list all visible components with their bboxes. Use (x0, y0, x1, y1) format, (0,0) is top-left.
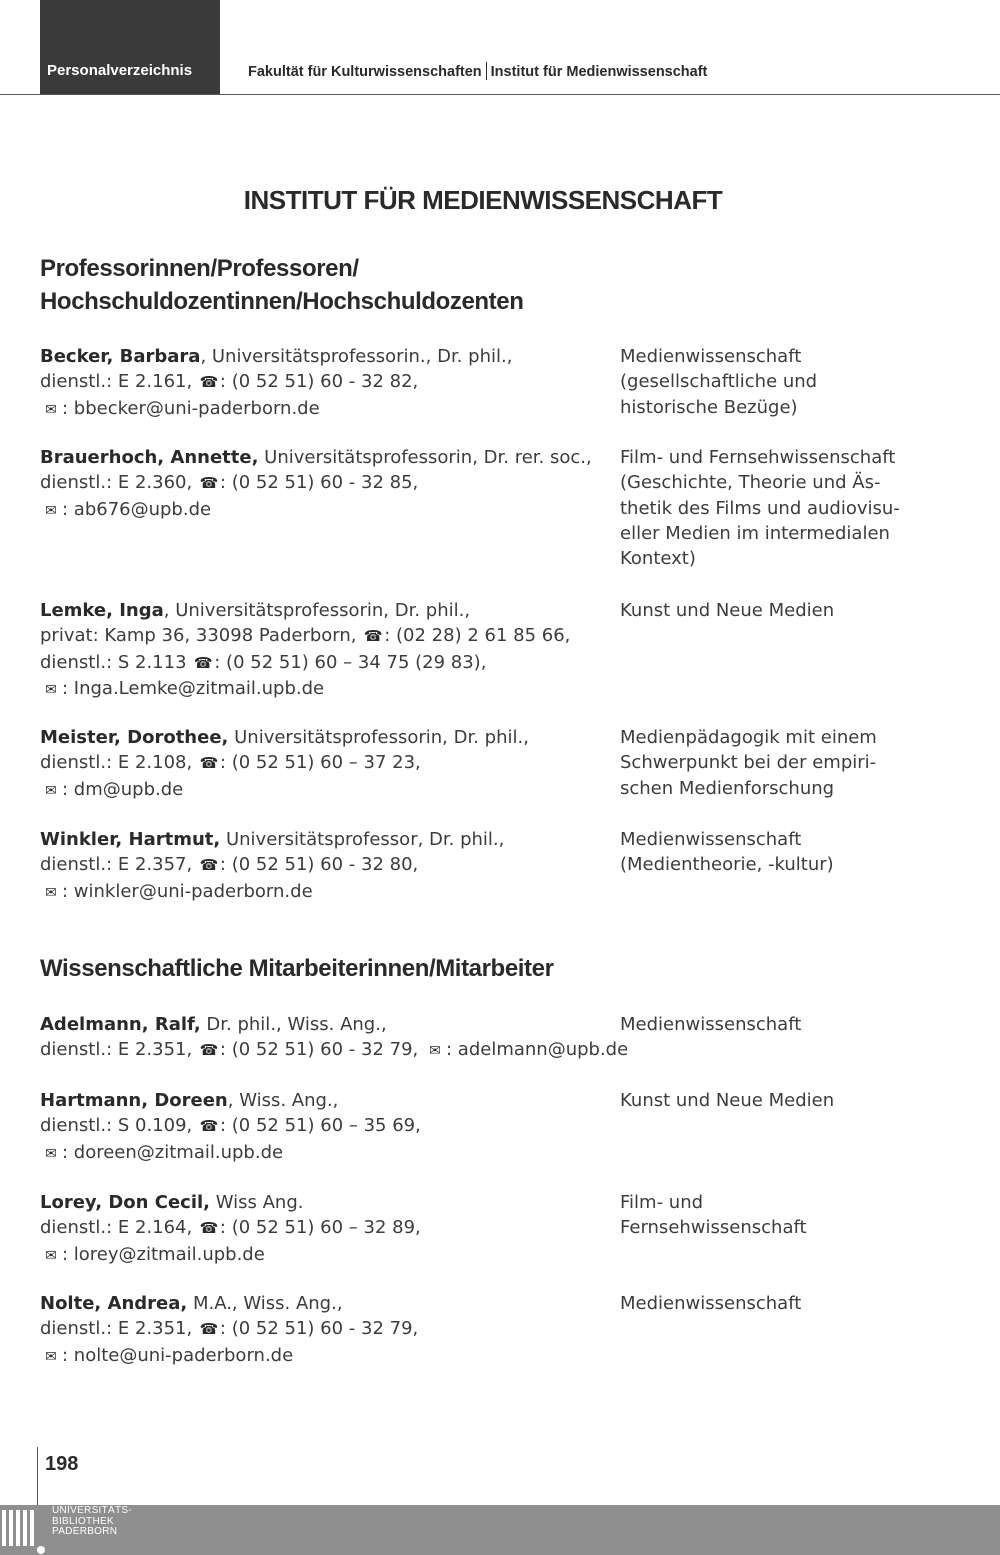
section-heading (40, 252, 523, 318)
phone-icon: ☎ (199, 474, 219, 493)
contact-line (40, 1012, 610, 1037)
email-icon: ✉ (45, 1145, 57, 1162)
research-area (620, 598, 930, 623)
phone-icon: ☎ (199, 1041, 219, 1060)
contact-text: dienstl.: E 2.351, (40, 1318, 198, 1340)
research-area (620, 725, 930, 801)
contact-text: : doreen@zitmail.upb.de (62, 1141, 284, 1163)
research-area (620, 1088, 930, 1113)
research-area-line: Medienpädagogik mit einem (620, 727, 877, 748)
research-area-line: schen Medienforschung (620, 777, 835, 799)
staff-contact (40, 1012, 629, 1065)
contact-text: dienstl.: E 2.164, (40, 1217, 198, 1239)
research-area-line: eller Medien im intermedialen (620, 522, 890, 544)
contact-line (40, 852, 610, 878)
library-logo-text (52, 1506, 132, 1538)
staff-contact (40, 1291, 610, 1370)
contact-line (40, 1242, 610, 1269)
email-icon: ✉ (45, 401, 57, 418)
staff-name: Winkler, Hartmut, (40, 829, 221, 850)
library-logo-line: UNIVERSITÄTS- (52, 1505, 133, 1516)
contact-line (40, 470, 610, 496)
email-icon: ✉ (45, 1348, 57, 1365)
contact-line (40, 827, 610, 852)
section-heading-line: Professorinnen/Professoren/ (40, 255, 359, 282)
research-area (620, 1291, 930, 1316)
staff-contact (40, 344, 610, 423)
research-area-line: Film- und Fernsehwissenschaft (620, 447, 896, 468)
contact-text: : nolte@uni-paderborn.de (62, 1344, 294, 1366)
staff-name: Nolte, Andrea, (40, 1293, 188, 1314)
contact-line (40, 1037, 629, 1064)
contact-text: : (02 28) 2 61 85 66, (384, 625, 571, 647)
staff-contact (40, 445, 610, 524)
staff-name: Adelmann, Ralf, (40, 1014, 201, 1035)
contact-text: : ab676@upb.de (62, 498, 212, 520)
contact-text: dienstl.: E 2.360, (40, 472, 198, 494)
page-number-rule (37, 1447, 38, 1507)
section-heading (40, 952, 554, 985)
contact-text: Wiss Ang. (210, 1192, 304, 1213)
research-area (620, 827, 930, 878)
research-area-line: Kontext) (620, 548, 696, 570)
research-area-line: Schwerpunkt bei der empiri- (620, 752, 877, 774)
contact-text: dienstl.: E 2.161, (40, 371, 198, 393)
section-heading-line: Wissenschaftliche Mitarbeiterinnen/Mitarbeiter (40, 955, 554, 982)
contact-line (40, 676, 610, 703)
email-icon: ✉ (45, 884, 57, 901)
research-area-line: historische Bezüge) (620, 396, 798, 418)
phone-icon: ☎ (199, 754, 219, 773)
page-title: INSTITUT FÜR MEDIENWISSENSCHAFT (243, 185, 723, 215)
contact-line (40, 1190, 610, 1215)
staff-name: Lemke, Inga (40, 600, 164, 621)
contact-text: , Universitätsprofessorin., Dr. phil., (200, 346, 513, 367)
phone-icon: ☎ (199, 1219, 219, 1238)
contact-line (40, 445, 610, 470)
contact-line (40, 1343, 610, 1370)
contact-text: , Wiss. Ang., (227, 1090, 339, 1111)
staff-name: Lorey, Don Cecil, (40, 1192, 211, 1213)
contact-text: dienstl.: S 0.109, (40, 1115, 198, 1137)
staff-contact (40, 725, 610, 804)
contact-text: dienstl.: E 2.351, (40, 1039, 198, 1061)
contact-line (40, 1088, 610, 1113)
contact-line (40, 497, 610, 524)
contact-text: Universitätsprofessorin, Dr. rer. soc., (258, 447, 592, 468)
research-area (620, 1012, 930, 1037)
contact-text: : bbecker@uni-paderborn.de (62, 397, 320, 419)
staff-contact (40, 1088, 610, 1167)
research-area-line: Medienwissenschaft (620, 1014, 802, 1035)
phone-icon: ☎ (199, 1320, 219, 1339)
library-logo-line: BIBLIOTHEK (52, 1515, 114, 1527)
contact-line (40, 777, 610, 804)
contact-line (40, 369, 610, 395)
staff-contact (40, 1190, 610, 1269)
contact-text: dienstl.: E 2.108, (40, 752, 198, 774)
research-area-line: (gesellschaftliche und (620, 371, 818, 393)
phone-icon: ☎ (199, 856, 219, 875)
phone-icon: ☎ (199, 1117, 219, 1136)
contact-text: : (0 52 51) 60 – 32 89, (219, 1217, 421, 1239)
contact-text: : (0 52 51) 60 – 35 69, (219, 1115, 421, 1137)
contact-text: Universitätsprofessorin, Dr. phil., (228, 727, 529, 748)
contact-text: : (0 52 51) 60 - 32 85, (219, 472, 419, 494)
contact-text: M.A., Wiss. Ang., (187, 1293, 343, 1314)
research-area-line: thetik des Films und audiovisu- (620, 497, 900, 519)
breadcrumb-divider (486, 62, 487, 80)
library-logo-line: PADERBORN (52, 1526, 118, 1537)
contact-line (40, 396, 610, 423)
contact-text: : lorey@zitmail.upb.de (62, 1243, 265, 1265)
research-area (620, 344, 930, 420)
staff-name: Meister, Dorothee, (40, 727, 229, 748)
staff-name: Brauerhoch, Annette, (40, 447, 259, 468)
contact-line (40, 1215, 610, 1241)
contact-line (40, 725, 610, 750)
library-logo-icon (2, 1510, 37, 1550)
phone-icon: ☎ (193, 653, 213, 672)
phone-icon: ☎ (363, 627, 383, 646)
research-area-line: Kunst und Neue Medien (620, 600, 835, 621)
staff-name: Becker, Barbara (40, 346, 201, 367)
breadcrumb-institute: Institut für Medienwissenschaft (490, 64, 708, 80)
contact-text: dienstl.: E 2.357, (40, 854, 198, 876)
research-area-line: Fernsehwissenschaft (620, 1217, 807, 1239)
contact-line (40, 650, 610, 676)
contact-line (40, 750, 610, 776)
research-area-line: (Medientheorie, -kultur) (620, 854, 834, 876)
contact-line (40, 1316, 610, 1342)
footer-band (0, 1505, 1000, 1555)
contact-line (40, 344, 610, 369)
contact-text: : (0 52 51) 60 - 32 79, (219, 1318, 419, 1340)
email-icon: ✉ (45, 681, 57, 698)
research-area-line: (Geschichte, Theorie und Äs- (620, 472, 881, 494)
staff-contact (40, 827, 610, 906)
contact-text: dienstl.: S 2.113 (40, 651, 193, 673)
contact-text: : (0 52 51) 60 – 37 23, (219, 752, 421, 774)
email-icon: ✉ (45, 502, 57, 519)
contact-line (40, 1113, 610, 1139)
contact-text: : winkler@uni-paderborn.de (62, 880, 313, 902)
research-area-line: Medienwissenschaft (620, 346, 802, 367)
header-tab (40, 0, 220, 95)
research-area (620, 1190, 930, 1241)
contact-line (40, 623, 610, 649)
email-icon: ✉ (45, 1247, 57, 1264)
contact-text: : (0 52 51) 60 – 34 75 (29 83), (214, 651, 487, 673)
research-area-line: Medienwissenschaft (620, 829, 802, 850)
breadcrumb-faculty: Fakultät für Kulturwissenschaften (248, 64, 482, 80)
staff-contact (40, 598, 610, 703)
contact-text: , Universitätsprofessorin, Dr. phil., (163, 600, 471, 621)
research-area-line: Film- und (620, 1192, 704, 1213)
page-number: 198 (45, 1453, 79, 1475)
phone-icon: ☎ (199, 373, 219, 392)
contact-text: : dm@upb.de (62, 778, 184, 800)
email-icon: ✉ (45, 782, 57, 799)
breadcrumb (248, 62, 707, 80)
contact-line (40, 879, 610, 906)
contact-line (40, 1291, 610, 1316)
contact-text: Universitätsprofessor, Dr. phil., (220, 829, 505, 850)
header-divider (0, 94, 1000, 95)
contact-line (40, 1140, 610, 1167)
research-area (620, 445, 930, 571)
contact-text: privat: Kamp 36, 33098 Paderborn, (40, 625, 363, 647)
staff-name: Hartmann, Doreen (40, 1090, 228, 1111)
research-area-line: Medienwissenschaft (620, 1293, 802, 1314)
research-area-line: Kunst und Neue Medien (620, 1090, 835, 1111)
footer-dot (37, 1546, 45, 1554)
contact-text: : (0 52 51) 60 - 32 80, (219, 854, 419, 876)
contact-text: : (0 52 51) 60 - 32 79, (219, 1039, 424, 1061)
header-tab-label: Personalverzeichnis (47, 62, 193, 79)
section-heading-line: Hochschuldozentinnen/Hochschuldozenten (40, 288, 524, 315)
contact-text: : (0 52 51) 60 - 32 82, (219, 371, 419, 393)
contact-text: : Inga.Lemke@zitmail.upb.de (62, 677, 325, 699)
contact-text: Dr. phil., Wiss. Ang., (200, 1014, 387, 1035)
contact-text: : adelmann@upb.de (446, 1039, 629, 1061)
email-icon: ✉ (429, 1043, 441, 1060)
contact-line (40, 598, 610, 623)
